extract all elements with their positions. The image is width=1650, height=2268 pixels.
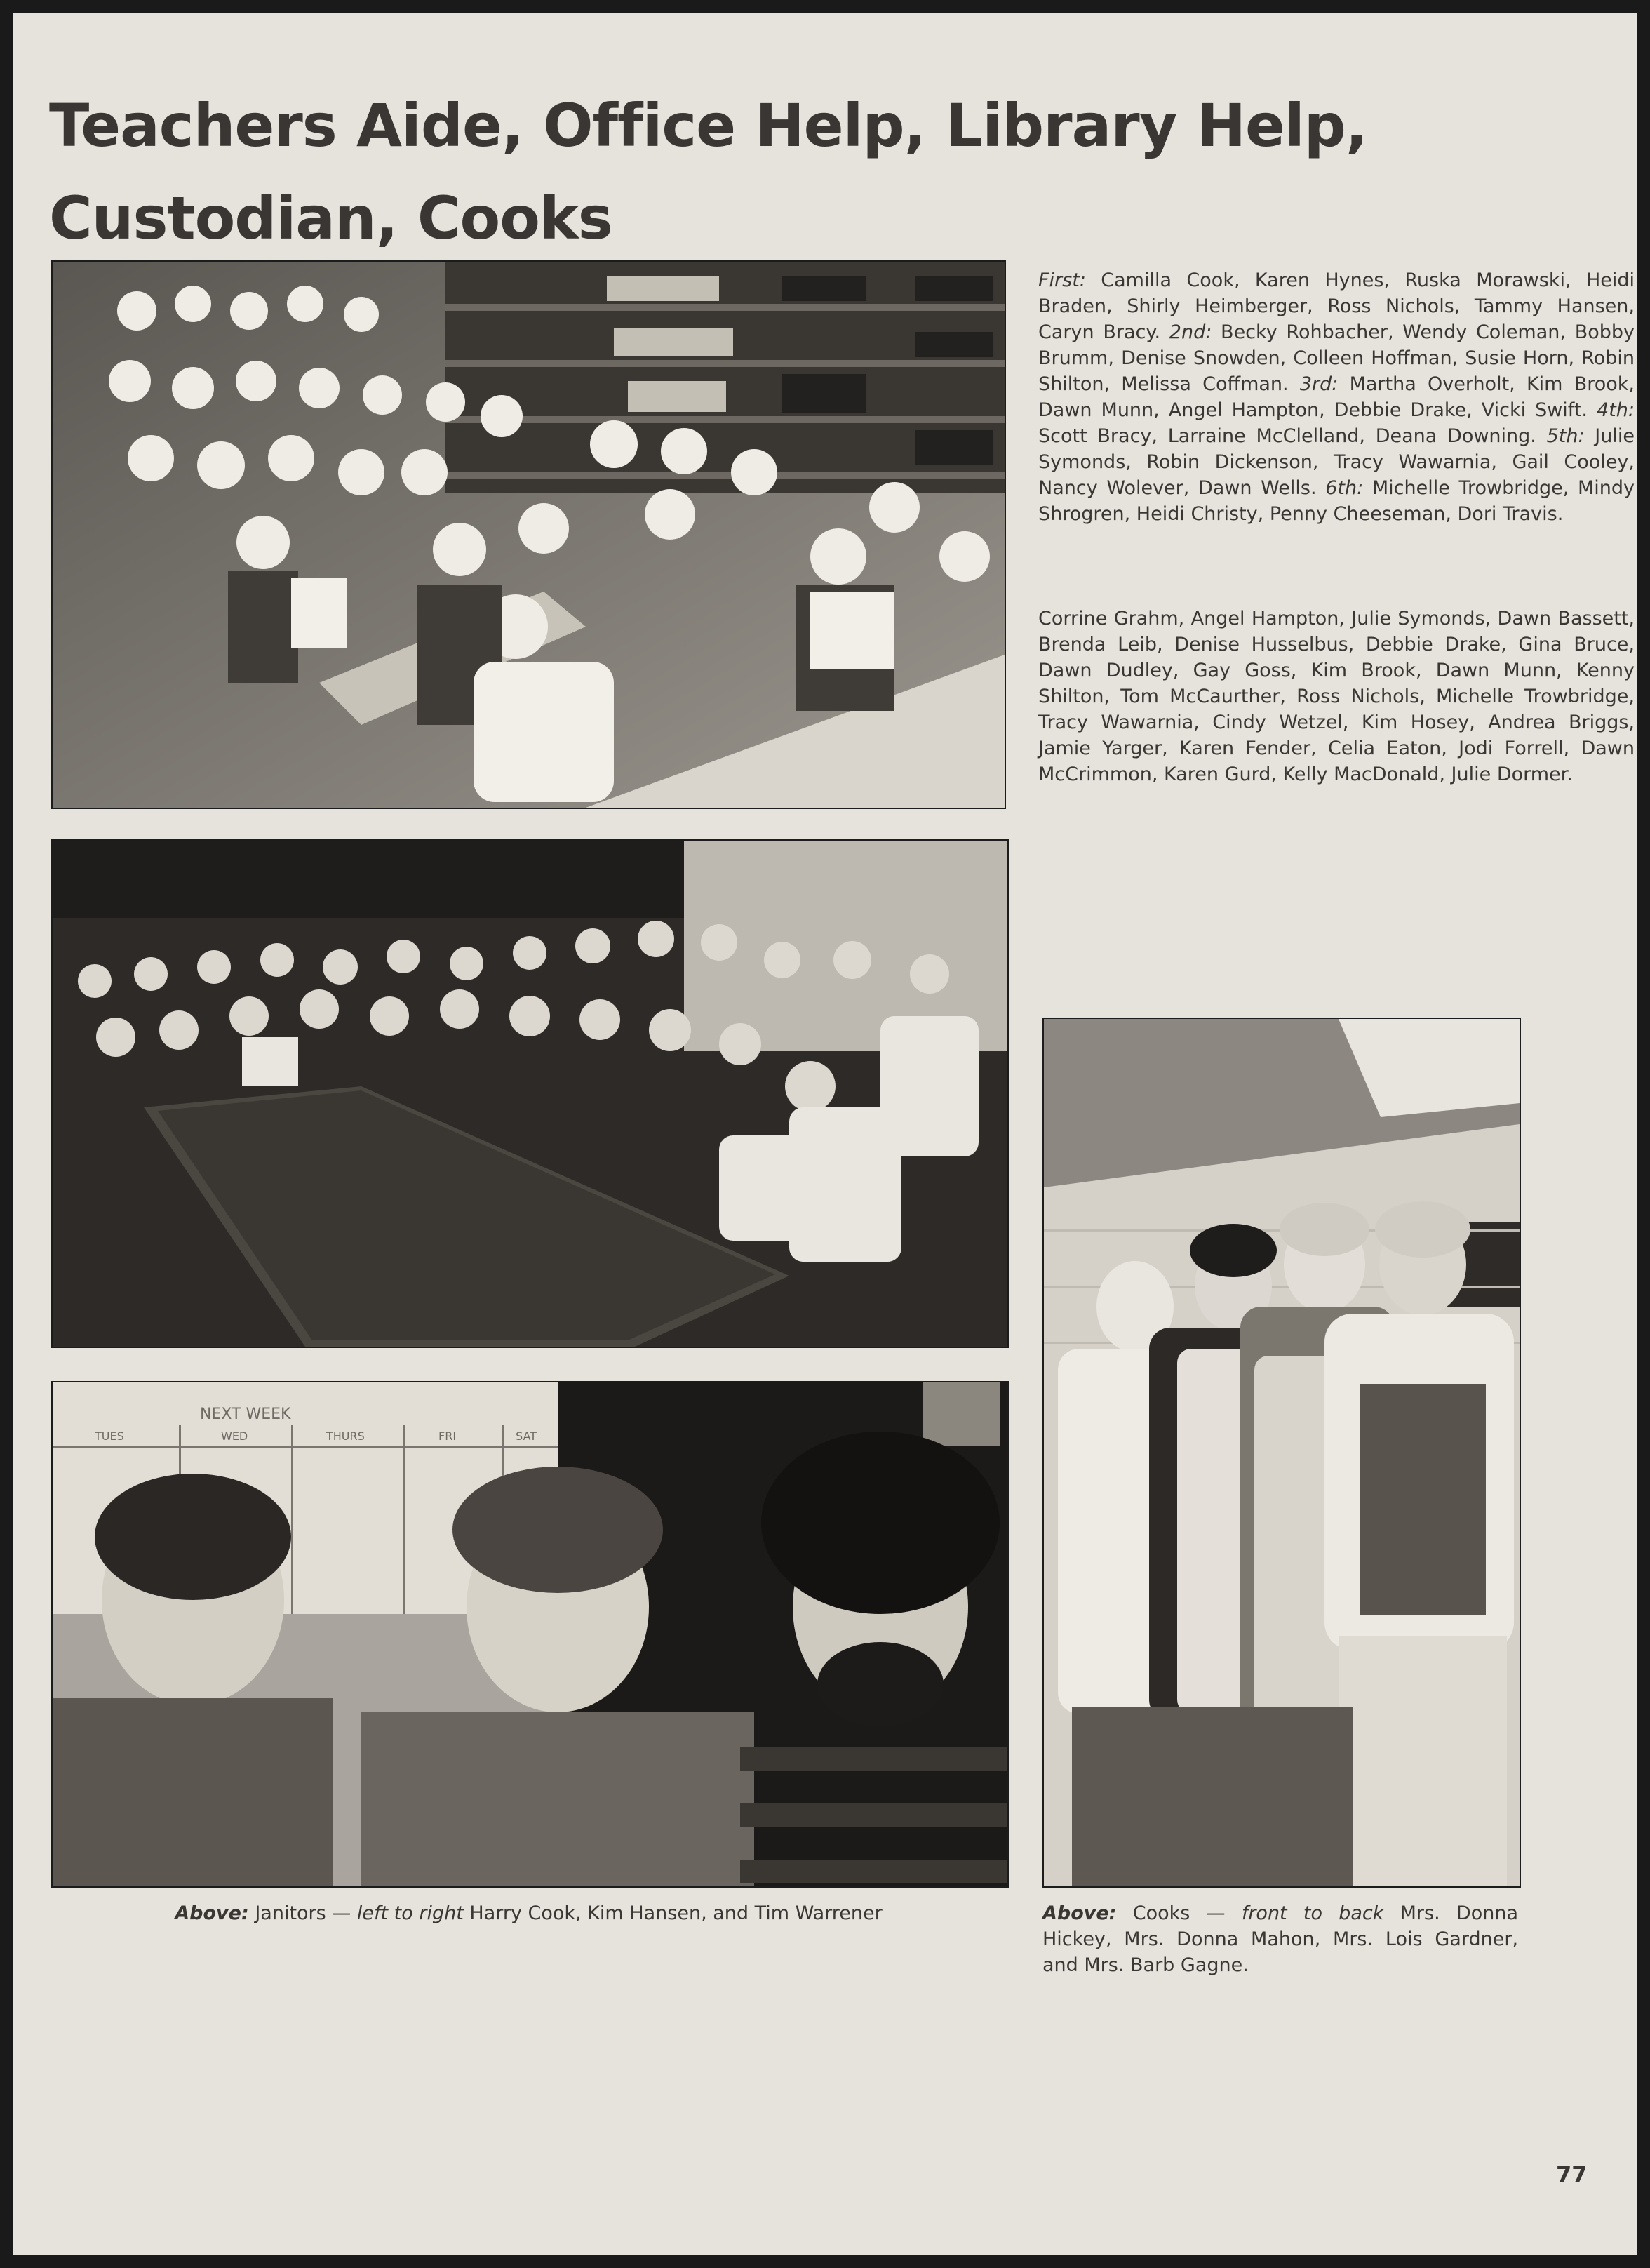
rank-first-names: Camilla Cook, Karen Hynes, Ruska Morawski, Heidi Braden, Shirly Heimberger, Ross Nichols, Tammy Hansen, Caryn Bracy.: [1038, 269, 1635, 343]
page-title: [49, 79, 1522, 265]
board-day-fri: FRI: [438, 1429, 457, 1443]
cooks-caption: [1042, 1900, 1518, 1978]
board-day-tues: TUES: [95, 1429, 124, 1443]
rank-fourth-label: 4th:: [1597, 399, 1635, 421]
janitors-photo: [51, 1381, 1009, 1888]
cooks-caption-names: Mrs. Donna Hickey, Mrs. Donna Mahon, Mrs. Lois Gardner, and Mrs. Barb Gagne.: [1042, 1902, 1518, 1976]
board-day-sat: SAT: [516, 1429, 537, 1443]
table-group-photo: [51, 839, 1009, 1348]
rank-second-label: 2nd:: [1169, 321, 1212, 343]
yearbook-page: [13, 13, 1637, 2255]
table-group-image: [53, 841, 1007, 1347]
rank-fifth-label: 5th:: [1546, 425, 1585, 447]
board-day-thurs: THURS: [326, 1429, 365, 1443]
rank-third-label: 3rd:: [1299, 373, 1339, 395]
cooks-caption-lead: Above:: [1042, 1902, 1117, 1924]
cooks-caption-group: Cooks —: [1116, 1902, 1242, 1924]
roster-teachers-aide: [1038, 267, 1635, 527]
page-number: 77: [1556, 2161, 1588, 2188]
janitors-image: [53, 1382, 1007, 1886]
rank-first-label: First:: [1038, 269, 1086, 291]
rank-second-names: Becky Rohbacher, Wendy Coleman, Bobby Brumm, Denise Snowden, Colleen Hoffman, Susie Horn, Robin Shilton, Melissa Coffman.: [1038, 321, 1635, 395]
board-day-wed: WED: [221, 1429, 248, 1443]
rank-third-names: Martha Overholt, Kim Brook, Dawn Munn, Angel Hampton, Debbie Drake, Vicki Swift.: [1038, 373, 1635, 421]
board-heading: NEXT WEEK: [200, 1406, 291, 1423]
rank-sixth-names: Michelle Trowbridge, Mindy Shrogren, Heidi Christy, Penny Cheeseman, Dori Travis.: [1038, 477, 1635, 525]
rank-sixth-label: 6th:: [1325, 477, 1364, 499]
library-group-image: [53, 262, 1005, 808]
roster-office-help: Corrine Grahm, Angel Hampton, Julie Symonds, Dawn Bassett, Brenda Leib, Denise Husselbus, Debbie Drake, Gina Bruce, Dawn Dudley, Gay Goss, Kim Brook, Dawn Munn, Kenny Shilton, Tom McCaurther, Ross Nichols, Michelle Trowbridge, Tracy Wawarnia, Cindy Wetzel, Kim Hosey, Andrea Briggs, Jamie Yarger, Karen Fender, Celia Eaton, Jodi Forrell, Dawn McCrimmon, Karen Gurd, Kelly MacDonald, Julie Dormer.: [1038, 608, 1635, 785]
janitors-caption-names: Harry Cook, Kim Hansen, and Tim Warrener: [463, 1902, 883, 1924]
rank-fifth-names: Julie Symonds, Robin Dickenson, Tracy Wawarnia, Gail Cooley, Nancy Wolever, Dawn Wells.: [1038, 425, 1635, 499]
library-group-photo: [51, 260, 1006, 809]
rank-fourth-names: Scott Bracy, Larraine McClelland, Deana Downing.: [1038, 425, 1547, 447]
janitors-caption-direction: left to right: [356, 1902, 464, 1924]
cooks-image: [1044, 1019, 1520, 1886]
title-line-1: Teachers Aide, Office Help, Library Help,: [49, 91, 1367, 160]
title-line-2: Custodian, Cooks: [49, 184, 612, 253]
janitors-caption: [51, 1900, 1006, 1926]
janitors-caption-group: Janitors —: [248, 1902, 357, 1924]
cooks-caption-direction: front to back: [1241, 1902, 1384, 1924]
cooks-photo: [1042, 1018, 1521, 1888]
janitors-caption-lead: Above:: [175, 1902, 249, 1924]
